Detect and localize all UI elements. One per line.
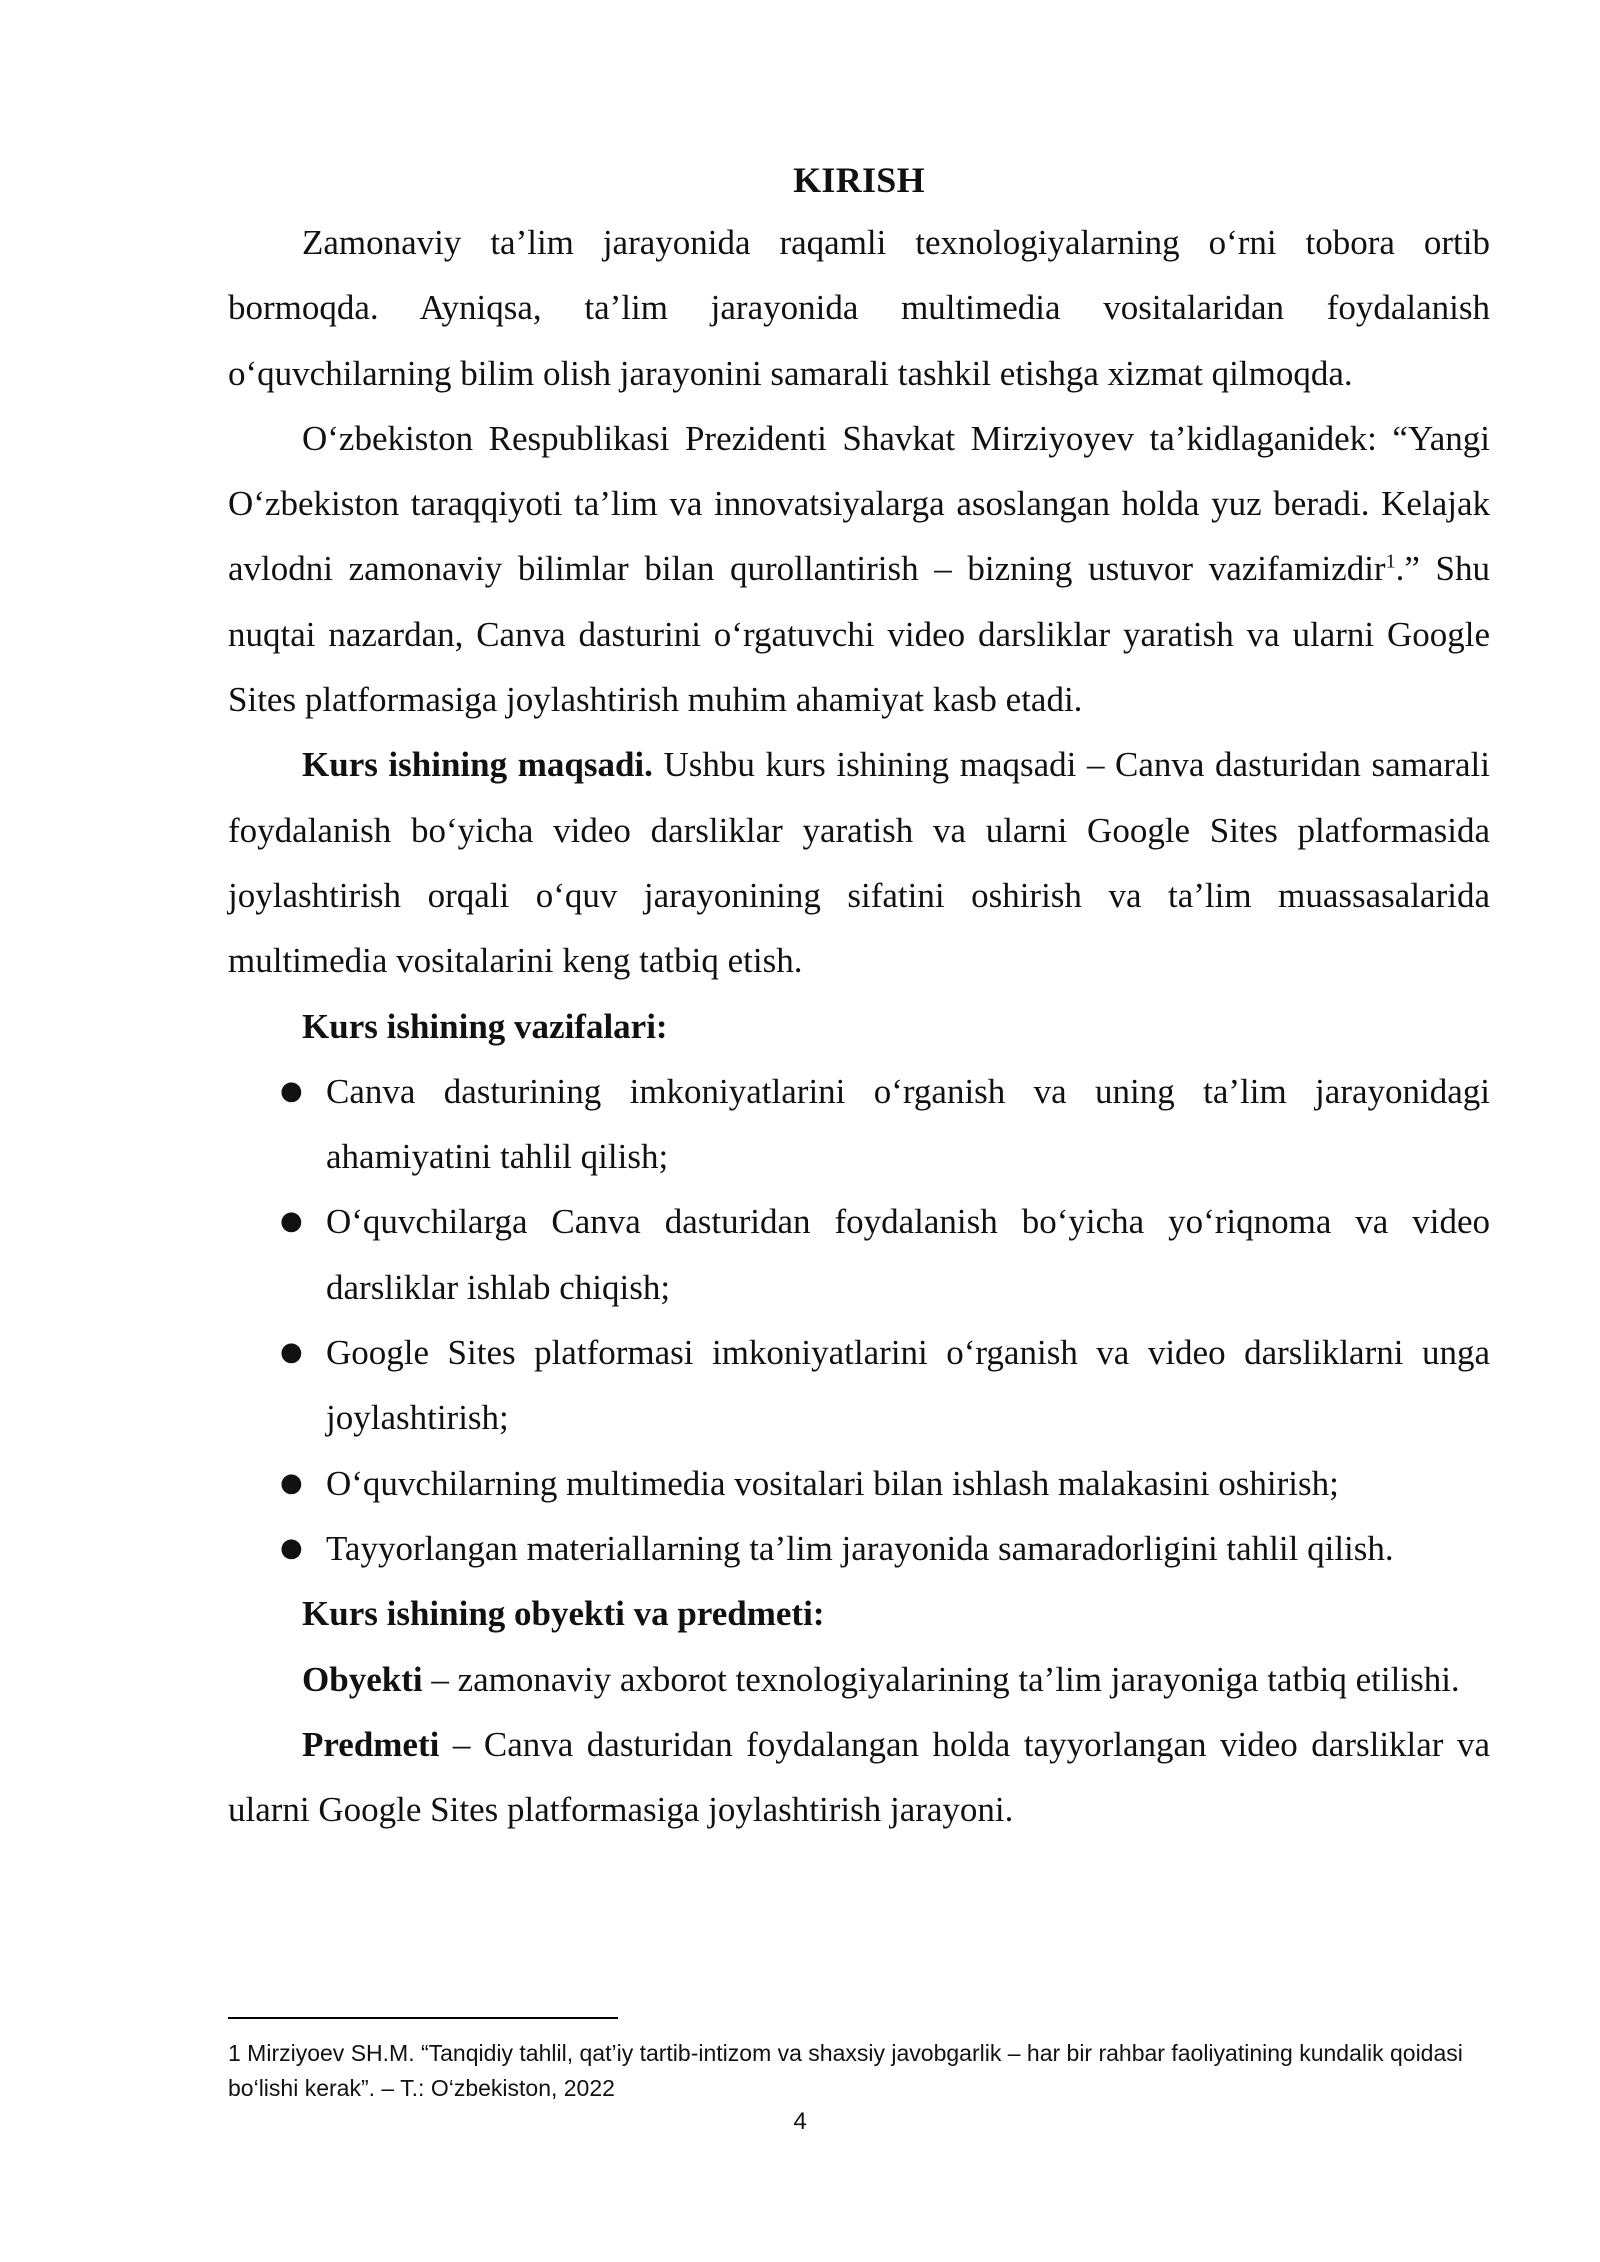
list-item [228,1516,1490,1581]
footnote [228,2036,1468,2106]
aim-paragraph [228,732,1490,993]
object-subject-heading [228,1581,1490,1646]
intro-paragraph: Zamonaviy ta’lim jarayonida raqamli texnologiyalarning o‘rni tobora ortib bormoqda. Ayniqsa, ta’lim jarayonida multimedia vositalaridan foydalanish o‘quvchilarning bilim olish jarayonini samarali tashkil etishga xizmat qilmoqda. [228,223,1490,393]
list-item [228,1451,1490,1516]
subject-text: – Canva dasturidan foydalangan holda tayyorlangan video darsliklar va ularni Google Sites platformasiga joylashtirish jarayoni. [228,1724,1490,1830]
bullet-icon: ● [280,1075,303,1106]
page-number: 4 [793,2108,807,2135]
footnote-number: 1 [228,2040,241,2066]
object-paragraph [228,1647,1490,1712]
list-item-text: O‘quvchilarning multimedia vositalari bilan ishlash malakasini oshirish; [326,1463,1339,1503]
quote-continuation: .” Shu nuqtai nazardan, Canva dasturini o‘rgatuvchi video darsliklar yaratish va ularni Google Sites platformasiga joylashtirish muhim ahamiyat kasb etadi. [228,549,1490,720]
main-text-body [228,150,1490,1842]
list-item [228,1189,1490,1320]
list-item-text: Google Sites platformasi imkoniyatlarini o‘rganish va video darsliklarni unga joylashtirish; [326,1333,1490,1438]
footnote-reference[interactable]: 1 [1385,550,1396,573]
list-item-text: Tayyorlangan materiallarning ta’lim jarayonida samaradorligini tahlil qilish. [326,1528,1394,1568]
bullet-icon: ● [280,1467,303,1498]
footnote-text: Mirziyoev SH.M. “Tanqidiy tahlil, qat’iy tartib-intizom va shaxsiy javobgarlik – har bir rahbar faoliyatining kundalik qoidasi bo‘lishi kerak”. – T.: O‘zbekiston, 2022 [228,2040,1463,2101]
bullet-icon: ● [280,1337,303,1368]
president-quote-paragraph [228,406,1490,732]
object-subject-heading-text: Kurs ishining obyekti va predmeti: [302,1594,825,1634]
object-label: Obyekti [302,1659,423,1699]
list-item [228,1059,1490,1190]
quote-text: O‘zbekiston Respublikasi Prezidenti Shavkat Mirziyoyev ta’kidlaganidek: “Yangi O‘zbekiston taraqqiyoti ta’lim va innovatsiyalarga asoslangan holda yuz beradi. Kelajak avlodni zamonaviy bilimlar bilan qurollantirish – bizning ustuvor vazifamizdir [228,418,1490,589]
bullet-icon: ● [280,1206,303,1237]
subject-label: Predmeti [302,1724,440,1764]
aim-text: Ushbu kurs ishining maqsadi – Canva dasturidan samarali foydalanish bo‘yicha video darsliklar yaratish va ularni Google Sites platformasida joylashtirish orqali o‘quv jarayonining sifatini oshirish va ta’lim muassasalarida multimedia vositalarini keng tatbiq etish. [228,745,1490,981]
list-item [228,1320,1490,1451]
list-item-text: Canva dasturining imkoniyatlarini o‘rganish va uning ta’lim jarayonidagi ahamiyatini tahlil qilish; [326,1071,1490,1177]
page-title: KIRISH [793,160,925,200]
subject-paragraph [228,1712,1490,1843]
list-item-text: O‘quvchilarga Canva dasturidan foydalanish bo‘yicha yo‘riqnoma va video darsliklar ishlab chiqish; [326,1202,1490,1307]
tasks-heading-text: Kurs ishining vazifalari: [302,1006,668,1046]
footnote-divider [228,2017,618,2019]
bullet-icon: ● [280,1532,303,1563]
tasks-list [228,1059,1490,1581]
object-text: – zamonaviy axborot texnologiyalarining ta’lim jarayoniga tatbiq etilishi. [422,1659,1460,1699]
tasks-heading [228,994,1490,1059]
aim-label: Kurs ishining maqsadi. [302,745,653,785]
